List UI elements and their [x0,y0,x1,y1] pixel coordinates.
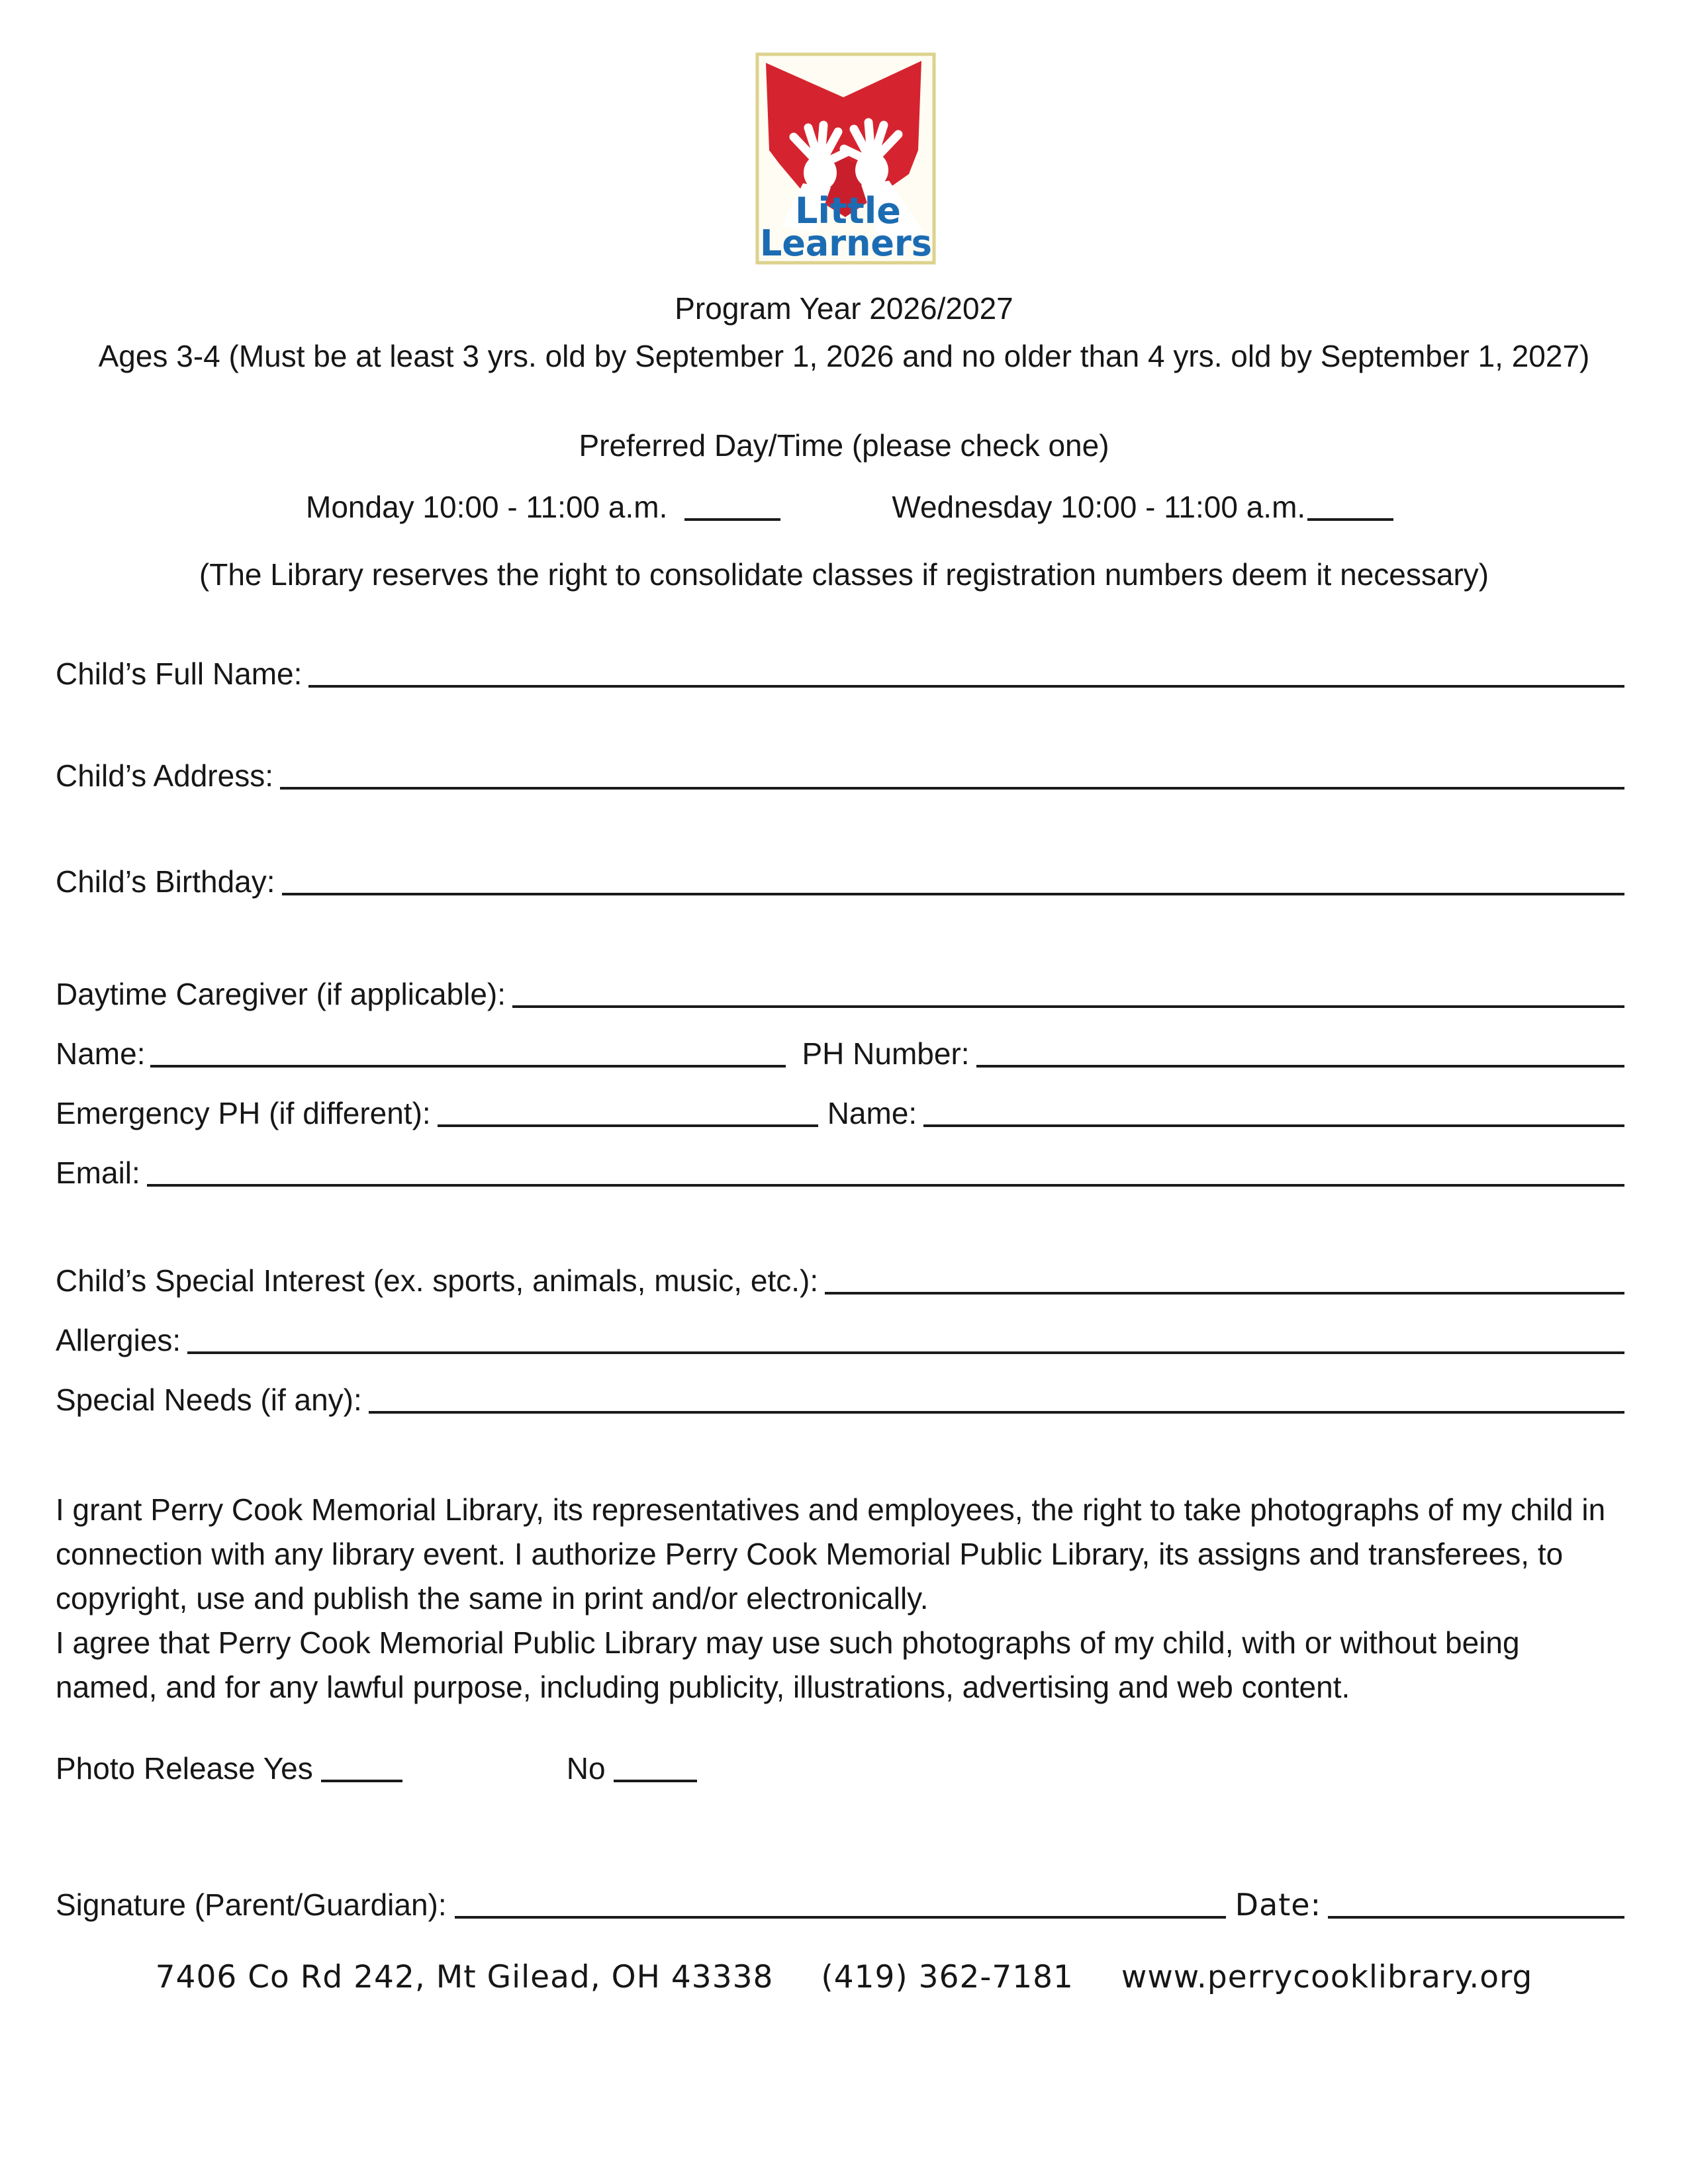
special-interest-row [56,1262,1624,1299]
signature-label: Signature (Parent/Guardian): [56,1888,447,1922]
child-address-row [56,757,1624,794]
caregiver-name-field[interactable] [150,1065,786,1068]
email-field[interactable] [147,1184,1624,1187]
child-birthday-field[interactable] [282,893,1624,895]
emergency-ph-field[interactable] [438,1124,818,1127]
emergency-name-label: Name: [827,1096,917,1130]
daytime-caregiver-field[interactable] [512,1005,1624,1008]
special-needs-field[interactable] [369,1411,1624,1414]
special-interest-label: Child’s Special Interest (ex. sports, animals, music, etc.): [56,1263,819,1298]
photo-release-label: Photo Release Yes [56,1751,313,1786]
special-needs-row [56,1381,1624,1418]
program-year-title: Program Year 2026/2027 [675,291,1013,326]
emergency-ph-label: Emergency PH (if different): [56,1096,431,1130]
wednesday-option-label: Wednesday 10:00 - 11:00 a.m. [892,490,1306,524]
child-full-name-field[interactable] [308,685,1624,688]
child-address-field[interactable] [280,787,1624,790]
child-birthday-row [56,863,1624,900]
library-footer [0,1959,1688,1996]
signature-field[interactable] [455,1916,1226,1919]
day-options-row [306,488,1624,525]
monday-choice-field[interactable] [684,518,780,521]
footer-phone: (419) 362-7181 [821,1959,1074,1995]
child-address-label: Child’s Address: [56,758,273,793]
photo-release-paragraph-1: I grant Perry Cook Memorial Library, its representatives and employees, the right to take photographs of my child in connection with any library event. I authorize Perry Cook Memorial Public Library, its assigns and transferees, to copyright, use and publish the same in print and/or electronically. [56,1492,1606,1615]
email-row [56,1154,1624,1191]
ph-number-field[interactable] [976,1065,1624,1068]
emergency-name-field[interactable] [923,1124,1624,1127]
emergency-phone-row [56,1095,1624,1132]
photo-release-no-field[interactable] [614,1780,697,1782]
photo-release-choice-row [56,1750,1624,1787]
caregiver-name-phone-row [56,1035,1624,1072]
footer-address: 7406 Co Rd 242, Mt Gilead, OH 43338 [155,1959,774,1995]
date-label: Date: [1235,1887,1322,1923]
ph-number-label: PH Number: [802,1036,970,1071]
preferred-daytime-heading: Preferred Day/Time (please check one) [579,428,1109,463]
logo-graphic [755,52,936,265]
little-learners-logo [755,52,936,265]
consolidation-note: (The Library reserves the right to consolidate classes if registration numbers deem it necessary) [199,557,1489,592]
wednesday-choice-field[interactable] [1307,518,1393,521]
child-full-name-row [56,655,1624,692]
photo-release-no-label: No [566,1751,606,1786]
logo-text-learners: Learners [760,222,932,264]
allergies-label: Allergies: [56,1323,181,1357]
child-birthday-label: Child’s Birthday: [56,864,275,899]
email-label: Email: [56,1156,140,1190]
photo-release-yes-field[interactable] [321,1780,402,1782]
special-interest-field[interactable] [825,1292,1624,1295]
signature-row [56,1886,1624,1923]
logo-text-little: Little [795,190,901,232]
special-needs-label: Special Needs (if any): [56,1383,362,1417]
child-full-name-label: Child’s Full Name: [56,657,303,691]
photo-release-paragraphs [56,1488,1624,1709]
caregiver-name-label: Name: [56,1036,146,1071]
monday-option-label: Monday 10:00 - 11:00 a.m. [306,490,668,524]
date-field[interactable] [1328,1916,1624,1919]
ages-eligibility-line: Ages 3-4 (Must be at least 3 yrs. old by September 1, 2026 and no older than 4 yrs. old by September 1, 2027) [98,339,1590,373]
allergies-field[interactable] [187,1351,1624,1354]
daytime-caregiver-label: Daytime Caregiver (if applicable): [56,977,506,1011]
allergies-row [56,1322,1624,1359]
photo-release-paragraph-2: I agree that Perry Cook Memorial Public Library may use such photographs of my child, with or without being named, and for any lawful purpose, including publicity, illustrations, advertising and web content. [56,1625,1520,1704]
footer-website: www.perrycooklibrary.org [1121,1959,1533,1995]
daytime-caregiver-row [56,976,1624,1013]
